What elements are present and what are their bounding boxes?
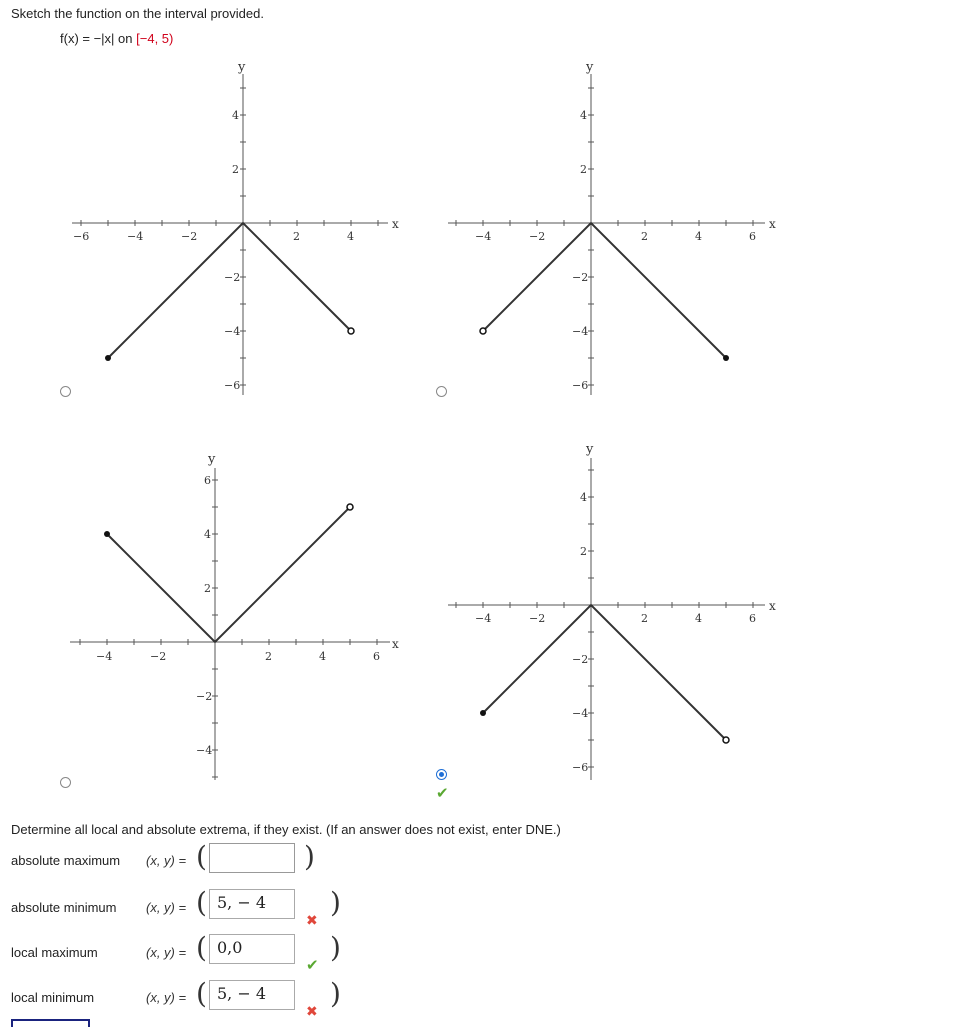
x-tick-label: −6 [73,230,90,243]
function-label: f(x) = −|x| on [60,31,137,46]
x-tick-label: 4 [695,612,702,625]
function-curve [107,507,350,642]
local-minimum-input[interactable]: 5, − 4 [209,980,295,1010]
y-tick-label: −2 [196,690,213,703]
interval-open: [ [136,31,140,46]
interval-values: −4, 5 [139,31,170,46]
x-tick-label: 6 [373,650,380,663]
open-paren: ( [196,977,207,1010]
function-curve [483,223,726,358]
x-axis-label: x [392,217,399,231]
y-axis-label: y [238,60,246,75]
y-tick-label: 4 [232,109,239,122]
graph-option-4-radio[interactable] [436,769,447,780]
correct-check-icon: ✔ [306,957,319,974]
closed-endpoint [723,355,729,361]
submit-button[interactable] [11,1019,90,1027]
graph-option-2 [440,55,785,400]
xy-label: (x, y) = [146,990,187,1005]
open-endpoint [348,328,354,334]
x-tick-label: −4 [475,612,492,625]
y-tick-label: −4 [572,325,589,338]
x-tick-label: −2 [529,612,546,625]
y-axis-label: y [586,60,594,75]
y-tick-label: −6 [572,379,589,392]
graph-option-3 [60,440,420,790]
y-tick-label: −2 [572,271,589,284]
close-paren: ) [304,840,315,873]
xy-label: (x, y) = [146,900,187,915]
open-endpoint [723,737,729,743]
graph-option-1-svg [60,55,420,400]
x-tick-label: −2 [529,230,546,243]
x-axis-label: x [392,637,399,651]
problem-instruction: Sketch the function on the interval provided. [11,6,264,21]
x-tick-label: 2 [641,230,648,243]
function-statement [60,31,173,46]
x-axis-label: x [769,217,776,231]
graph-option-2-radio[interactable] [436,386,447,397]
y-tick-label: −2 [224,271,241,284]
closed-endpoint [104,531,110,537]
x-tick-label: −4 [96,650,113,663]
graph-option-3-radio[interactable] [60,777,71,788]
incorrect-cross-icon: ✖ [306,912,318,928]
closed-endpoint [480,710,486,716]
close-paren: ) [330,886,341,919]
x-tick-label: 4 [347,230,354,243]
x-tick-label: −4 [127,230,144,243]
x-tick-label: 2 [293,230,300,243]
local-maximum-input[interactable]: 0,0 [209,934,295,964]
x-tick-label: −4 [475,230,492,243]
y-tick-label: 2 [580,545,587,558]
y-axis-label: y [208,452,216,467]
graph-option-3-svg [60,440,420,790]
y-tick-label: 6 [204,474,211,487]
graph-option-4 [440,435,785,785]
x-axis-label: x [769,599,776,613]
graph-option-4-svg [440,435,785,785]
graph-option-2-svg [440,55,785,400]
y-tick-label: −4 [572,707,589,720]
x-tick-label: 6 [749,612,756,625]
xy-label: (x, y) = [146,945,187,960]
y-tick-label: −4 [196,744,213,757]
function-curve [483,605,726,740]
y-tick-label: 2 [232,163,239,176]
absolute-maximum-input[interactable] [209,843,295,873]
x-tick-label: 4 [695,230,702,243]
xy-label: (x, y) = [146,853,187,868]
y-tick-label: 4 [580,491,587,504]
y-tick-label: −2 [572,653,589,666]
y-axis-label: y [586,442,594,457]
incorrect-cross-icon: ✖ [306,1003,318,1019]
y-tick-label: −6 [572,761,589,774]
local-maximum-label: local maximum [11,945,98,960]
open-endpoint [347,504,353,510]
x-tick-label: −2 [181,230,198,243]
extrema-prompt: Determine all local and absolute extrema, if they exist. (If an answer does not exist, enter DNE.) [11,822,561,837]
open-endpoint [480,328,486,334]
x-tick-label: 4 [319,650,326,663]
y-tick-label: 4 [580,109,587,122]
graph-option-1 [60,55,420,400]
y-tick-label: 2 [580,163,587,176]
open-paren: ( [196,840,207,873]
graph-correct-check-icon: ✔ [436,785,449,802]
close-paren: ) [330,977,341,1010]
open-paren: ( [196,886,207,919]
x-tick-label: 2 [641,612,648,625]
x-tick-label: 6 [749,230,756,243]
y-tick-label: 2 [204,582,211,595]
absolute-minimum-input[interactable]: 5, − 4 [209,889,295,919]
absolute-minimum-label: absolute minimum [11,900,117,915]
interval-close: ) [169,31,174,46]
absolute-maximum-label: absolute maximum [11,853,121,868]
x-tick-label: 2 [265,650,272,663]
x-tick-label: −2 [150,650,167,663]
graph-option-1-radio[interactable] [60,386,71,397]
open-paren: ( [196,931,207,964]
y-tick-label: −6 [224,379,241,392]
local-minimum-label: local minimum [11,990,95,1005]
closed-endpoint [105,355,111,361]
y-tick-label: −4 [224,325,241,338]
y-tick-label: 4 [204,528,211,541]
close-paren: ) [330,931,341,964]
